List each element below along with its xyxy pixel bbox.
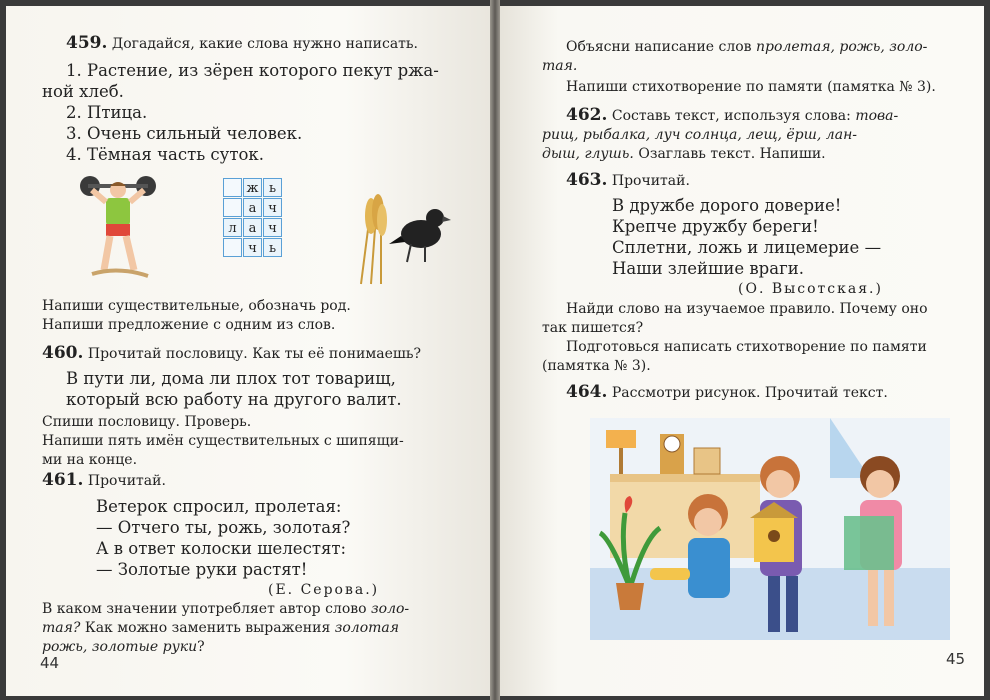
crossword-cell: а [243,198,262,217]
ex459-item-1-cont: ной хлеб. [42,82,124,101]
poem-463-line-1: В дружбе дорого доверие! [612,196,842,215]
exercise-462-line-3 [542,145,826,164]
crossword-cell: ч [243,238,262,257]
crossword-cell: ч [263,218,282,237]
exercise-task: Прочитай. [87,473,166,489]
poem-line-3: А в ответ колоски шелестят: [96,539,347,558]
right-page [500,6,984,696]
exercise-task: Составь текст, используя слова: [611,108,856,124]
exercise-464-header [566,383,888,403]
exercise-462-line-2: рищ, рыбалка, луч солнца, лещ, ёрш, лан- [542,127,858,143]
wheat-icon [361,194,387,284]
exercise-463-header [566,171,690,191]
ex459-item-2: 2. Птица. [66,103,148,122]
crossword-cell: а [243,218,262,237]
question-text: ? [197,639,205,655]
crossword-cell: ь [263,238,282,257]
exercise-number: 462. [566,105,608,125]
ex460-after-2: Напиши пять имён существительных с шипящи- [42,433,404,449]
wheat-and-crow-illustration [341,186,451,286]
crossword-cell: ч [263,198,282,217]
ex461-question-line-2 [42,619,399,638]
question-italic: тая? [42,620,81,636]
ex463-after-1: Найди слово на изучаемое правило. Почему оно [566,301,928,317]
page-number-right: 45 [946,650,966,668]
exercise-italic: това- [855,108,899,124]
ex463-after-3: Подготовься написать стихотворение по памяти [566,339,927,355]
crow-icon [389,209,451,262]
exercise-462-line-1 [566,106,898,126]
ex459-after-2: Напиши предложение с одним из слов. [42,317,336,333]
book-gutter [490,0,500,700]
exercise-460-header [42,344,421,364]
ex459-item-1: 1. Растение, из зёрен которого пекут ржа- [66,61,439,80]
crossword-cell [223,198,242,217]
ex459-item-3: 3. Очень сильный человек. [66,124,303,143]
exercise-task: Прочитай пословицу. Как ты её понимаешь? [87,346,422,362]
intro-line-3: Напиши стихотворение по памяти (памятка № 3). [566,79,936,95]
intro-line-1 [566,38,927,57]
exercise-461-header [42,471,166,491]
poem-463-line-3: Сплетни, ложь и лицемерие — [612,238,882,257]
left-page [6,6,490,696]
poem-line-2: — Отчего ты, рожь, золотая? [96,518,351,537]
exercise-italic: дыш, глушь. [542,146,634,162]
exercise-number: 461. [42,470,84,490]
poem-author: (Е. Серова.) [268,582,380,598]
crossword-cell: л [223,218,242,237]
proverb-line-2: который всю работу на другого валит. [66,390,402,409]
exercise-number: 464. [566,382,608,402]
intro-line-2: тая. [542,58,578,74]
ex463-after-2: так пишется? [542,320,644,336]
exercise-task: Прочитай. [611,173,690,189]
children-illustration [590,418,950,640]
exercise-number: 463. [566,170,608,190]
question-italic: рожь, золотые руки [42,639,198,655]
exercise-459-header [66,34,418,54]
crossword-cell [223,238,242,257]
exercise-task: Рассмотри рисунок. Прочитай текст. [611,385,888,401]
ex461-question-line-3 [42,638,205,657]
exercise-task: Догадайся, какие слова нужно написать. [111,36,418,52]
strongman-illustration [78,166,158,286]
intro-italic: пролетая, рожь, золо- [756,39,928,55]
proverb-line-1: В пути ли, дома ли плох тот товарищ, [66,369,396,388]
poem-463-author: (О. Высотская.) [738,281,883,297]
page-number-left: 44 [40,654,60,672]
poem-463-line-4: Наши злейшие враги. [612,259,804,278]
question-italic: золо- [371,601,410,617]
question-italic: золотая [334,620,400,636]
ex463-after-4: (памятка № 3). [542,358,651,374]
intro-text: Объясни написание слов [566,39,757,55]
poem-463-line-2: Крепче дружбу береги! [612,217,819,236]
ex459-after-1: Напиши существительные, обозначь род. [42,298,351,314]
ex460-after-1: Спиши пословицу. Проверь. [42,414,252,430]
exercise-number: 459. [66,33,108,53]
clock-icon [660,434,684,474]
exercise-number: 460. [42,343,84,363]
ex459-item-4: 4. Тёмная часть суток. [66,145,264,164]
ex460-after-3: ми на конце. [42,452,138,468]
crossword-cell [223,178,242,197]
exercise-task: Озаглавь текст. Напиши. [633,146,826,162]
poem-line-4: — Золотые руки растят! [96,560,308,579]
question-text: В каком значении употребляет автор слово [42,601,372,617]
question-text: Как можно заменить выражения [80,620,335,636]
crossword-cell: ж [243,178,262,197]
ex461-question-line-1 [42,600,409,619]
poem-line-1: Ветерок спросил, пролетая: [96,497,342,516]
crossword-cell: ь [263,178,282,197]
